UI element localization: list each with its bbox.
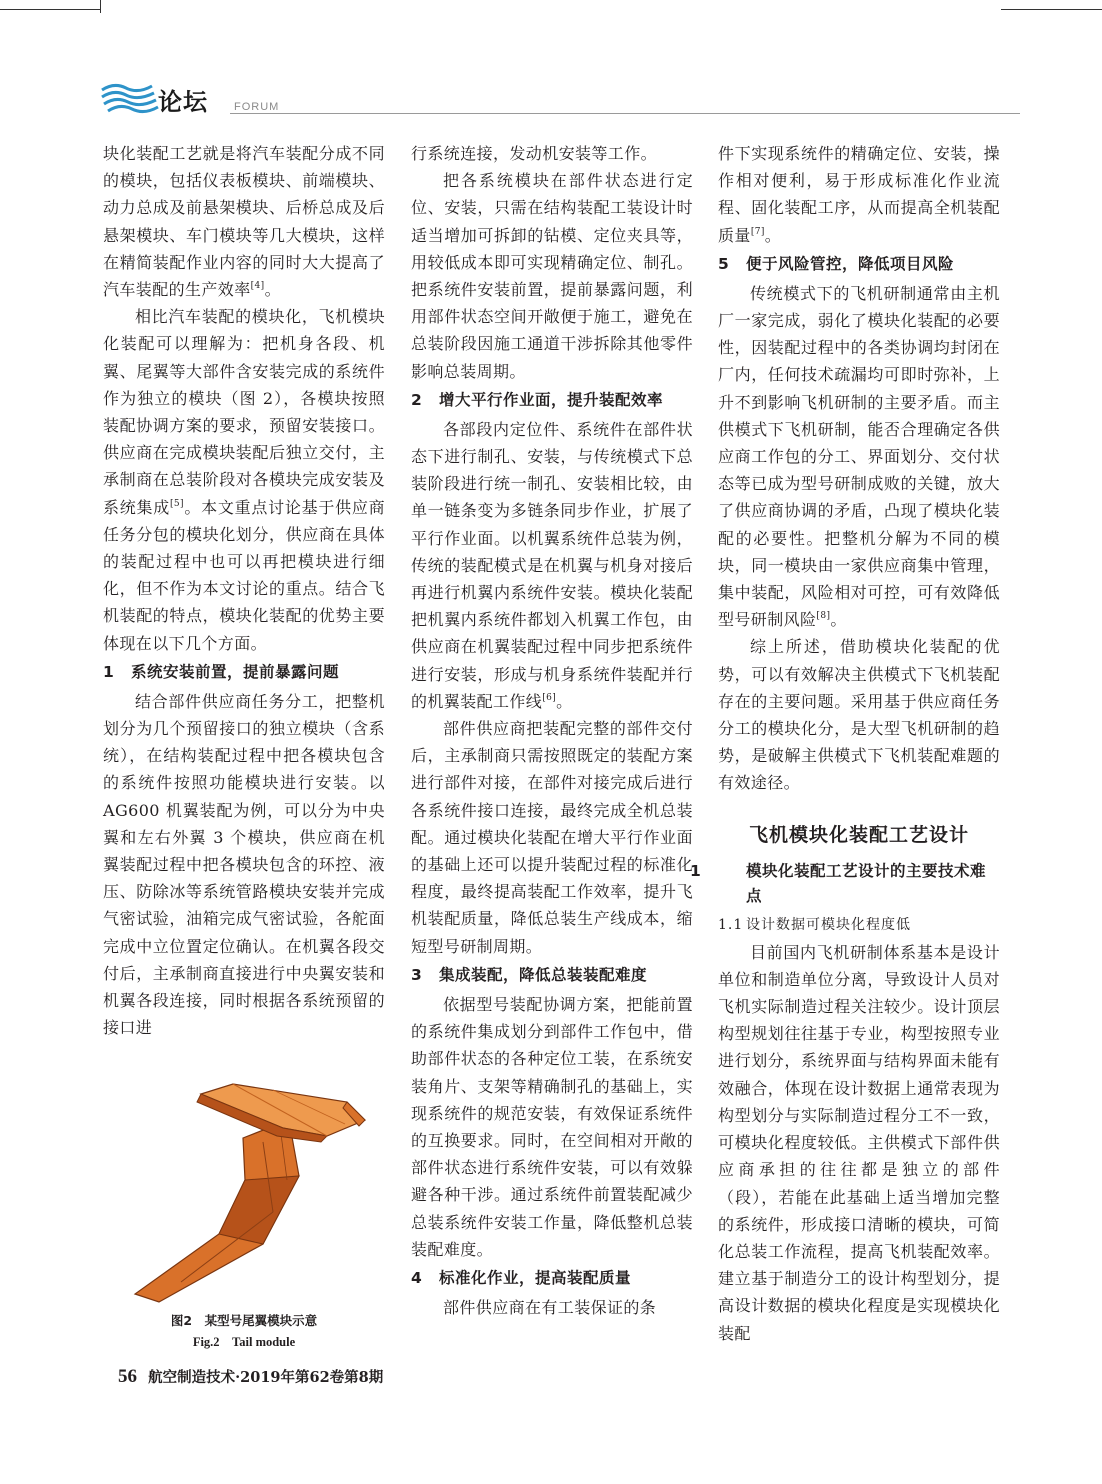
section-number: 3 <box>411 965 423 984</box>
paragraph <box>718 140 1000 249</box>
section-heading <box>718 252 1000 276</box>
citation-ref: [7] <box>750 226 765 237</box>
page-number: 56 <box>118 1366 137 1387</box>
subsection-heading <box>718 913 1000 937</box>
paragraph-text: 部件供应商把装配完整的部件交付后，主承制商只需按照既定的装配方案进行部件对接，在部件对接完成后进行各系统件接口连接，最终完成全机总装配。通过模块化装配在增大平行作业面的基础上还可以提升装配过程的标准化程度，最终提高装配工作效率，提升飞机装配质量，降低总装生产线成本，缩短型号研制周期。 <box>411 719 693 956</box>
citation-ref: [8] <box>816 611 831 622</box>
paragraph <box>718 280 1000 634</box>
section-heading-text: 便于风险管控，降低项目风险 <box>746 254 955 273</box>
paragraph <box>103 140 385 303</box>
paragraph <box>411 991 693 1263</box>
paragraph <box>411 140 693 167</box>
figure-caption-english: Fig.2 Tail module <box>192 1335 296 1349</box>
section-number: 4 <box>411 1268 423 1287</box>
section-heading-text: 集成装配，降低总装装配难度 <box>439 965 648 984</box>
paragraph-text: 综上所述，借助模块化装配的优势，可以有效解决主供模式下飞机装配存在的主要问题。采用基于供应商任务分工的模块化分，是大型飞机研制的趋势，是破解主供模式下飞机装配难题的有效途径。 <box>718 637 1000 793</box>
paragraph <box>411 1294 693 1321</box>
paragraph <box>411 715 693 960</box>
tail-module-illustration <box>113 1076 373 1308</box>
section-heading-text: 系统安装前置，提前暴露问题 <box>131 662 340 681</box>
section-heading <box>411 963 693 987</box>
subsection-heading-text: 设计数据可模块化程度低 <box>746 916 911 933</box>
section-number: 1 <box>103 662 115 681</box>
section-number: 1 <box>690 861 702 880</box>
paragraph-tail: 。 <box>764 225 782 245</box>
paragraph <box>103 303 385 657</box>
crop-mark-left <box>0 9 100 10</box>
paragraph-text: 目前国内飞机研制体系基本是设计单位和制造单位分离，导致设计人员对飞机实际制造过程关注较少。设计顶层构型规划往往基于专业，构型按照专业进行划分，系统界面与结构界面未能有效融合，体现在设计数据上通常表现为构型划分与实际制造过程分工不一致，可模块化程度较低。主供模式下部件供应商承担的往往都是独立的部件（段），若能在此基础上适当增加完整的系统件，形成接口清晰的模块，可简化总装工作流程，提高飞机装配效率。建立基于制造分工的设计构型划分，提高设计数据的模块化程度是实现模块化装配 <box>718 942 1000 1343</box>
text-column-3 <box>690 140 1000 1347</box>
article-title: 飞机模块化装配工艺设计 <box>748 823 969 846</box>
section-number: 2 <box>411 390 423 409</box>
paragraph-text: 依据型号装配协调方案，把能前置的系统件集成划分到部件工作包中，借助部件状态的各种定位工装，在系统安装角片、支架等精确制孔的基础上，实现系统件的规范安装，有效保证系统件的互换要求。同时，在空间相对开敞的部件状态进行系统件安装，可以有效躲避各种干涉。通过系统件前置装配减少总装系统件安装工作量，降低整机总装装配难度。 <box>411 994 693 1259</box>
section-name: 论坛 <box>158 88 208 116</box>
section-heading-text: 增大平行作业面，提升装配效率 <box>439 390 664 409</box>
page-header <box>100 78 1020 118</box>
paragraph-text: 结合部件供应商任务分工，把整机划分为几个预留接口的独立模块（含系统），在结构装配过程中把各模块包含的系统件按照功能模块进行安装。以 AG600 机翼装配为例，可以分为中央翼和左右外翼 3 个模块，供应商在机翼装配过程中把各模块包含的环控、液压、防除冰等系统管路模块安装并完成气密试验，油箱完成气密试验，各舵面完成中立位置定位确认。在机翼各段交付后，主承制商直接进行中央翼安装和机翼各段连接，同时根据各系统预留的接口进 <box>103 691 385 1038</box>
page-footer <box>118 1366 383 1390</box>
text-column-1 <box>103 140 385 1042</box>
paragraph-tail: 。 <box>830 610 847 630</box>
section-name-english: FORUM <box>234 101 280 113</box>
vertical-fin-shadow <box>219 1176 299 1244</box>
paragraph-text: 部件供应商在有工装保证的条 <box>443 1297 657 1317</box>
crop-mark-left-vertical <box>100 0 101 13</box>
paragraph-text: 相比汽车装配的模块化，飞机模块化装配可以理解为：把机身各段、机翼、尾翼等大部件含安装完成的系统件作为独立的模块（图 2），各模块按照装配协调方案的要求，预留安装接口。供应商在完成模块装配后独立交付，主承制商在总装阶段对各模块完成安装及系统集成 <box>103 307 385 517</box>
paragraph-text: 件下实现系统件的精确定位、安装，操作相对便利，易于形成标准化作业流程、固化装配工序，从而提高全机装配质量 <box>718 144 1000 245</box>
paragraph-text: 各部段内定位件、系统件在部件状态下进行制孔、安装，与传统模式下总装阶段进行统一制孔、安装相比较，由单一链条变为多链条同步作业，扩展了平行作业面。以机翼系统件总装为例，传统的装配模式是在机翼与机身对接后再进行机翼内系统件安装。模块化装配把机翼内系统件都划入机翼工作包，由供应商在机翼装配过程中同步把系统件进行安装，形成与机身系统件装配并行的机翼装配工作线 <box>411 419 693 711</box>
paragraph-tail: 。 <box>556 691 573 711</box>
paragraph-text: 把各系统模块在部件状态进行定位、安装，只需在结构装配工装设计时适当增加可拆卸的钻模、定位夹具等，用较低成本即可实现精确定位、制孔。把系统件安装前置，提前暴露问题，利用部件状态空间开敞便于施工，避免在总装阶段因施工通道干涉拆除其他零件影响总装周期。 <box>411 171 693 381</box>
citation-ref: [5] <box>170 498 184 509</box>
crop-mark-right <box>1001 9 1102 10</box>
section-heading <box>690 859 1000 909</box>
section-heading-text: 标准化作业，提高装配质量 <box>439 1268 632 1287</box>
section-heading <box>411 388 693 412</box>
paragraph-text: 传统模式下的飞机研制通常由主机厂一家完成，弱化了模块化装配的必要性，因装配过程中的各类协调均封闭在厂内，任何技术疏漏均可即时弥补，上升不到影响飞机研制的主要矛盾。而主供模式下飞机研制，能否合理确定各供应商工作包的分工、界面划分、交付状态等已成为型号研制成败的关键，放大了供应商协调的矛盾，凸现了模块化装配的必要性。把整机分解为不同的模块，同一模块由一家供应商集中管理，集中装配，风险相对可控，可有效降低型号研制风险 <box>718 283 1000 630</box>
paragraph <box>411 416 693 715</box>
figure-caption-chinese: 图2 某型号尾翼模块示意 <box>170 1313 318 1328</box>
wave-logo-icon <box>100 80 160 114</box>
section-number: 5 <box>718 254 730 273</box>
text-column-2 <box>411 140 693 1321</box>
header-rule <box>230 113 1020 114</box>
figure-tail-module <box>103 1070 385 1360</box>
paragraph <box>718 633 1000 796</box>
citation-ref: [6] <box>542 692 557 703</box>
subsection-number: 1.1 <box>718 916 744 933</box>
section-heading-text: 模块化装配工艺设计的主要技术难点 <box>746 861 987 905</box>
paragraph-tail: 。本文重点讨论基于供应商任务分包的模块化划分，供应商在具体的装配过程中也可以再把模块进行细化，但不作为本文讨论的重点。结合飞机装配的特点，模块化装配的优势主要体现在以下几个方面。 <box>103 497 385 653</box>
citation-ref: [4] <box>250 281 265 292</box>
paragraph-text: 块化装配工艺就是将汽车装配分成不同的模块，包括仪表板模块、前端模块、动力总成及前悬架模块、后桥总成及后悬架模块、车门模块等几大模块，这样在精简装配作业内容的同时大大提高了汽车装配的生产效率 <box>103 144 385 300</box>
paragraph <box>718 939 1000 1347</box>
paragraph <box>103 688 385 1042</box>
paragraph <box>411 167 693 385</box>
paragraph-tail: 。 <box>264 280 281 300</box>
section-heading <box>103 660 385 684</box>
journal-citation: 航空制造技术·2019年第62卷第8期 <box>148 1369 384 1386</box>
paragraph-text: 行系统连接，发动机安装等工作。 <box>411 144 658 163</box>
section-heading <box>411 1266 693 1290</box>
